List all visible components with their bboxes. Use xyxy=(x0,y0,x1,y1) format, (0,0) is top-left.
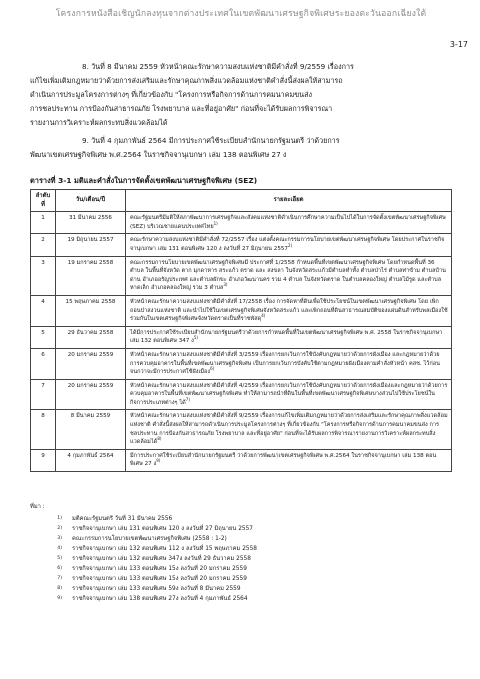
note-item xyxy=(30,564,450,574)
note-number: 6) xyxy=(57,566,62,571)
note-number: 5) xyxy=(57,556,62,561)
note-item xyxy=(30,594,450,604)
row-date xyxy=(56,256,126,295)
row-date-text: 8 มีนาคม 2559 xyxy=(70,413,111,420)
row-detail xyxy=(126,326,452,348)
row-date-text: 4 กุมภาพันธ์ 2564 xyxy=(67,452,114,459)
row-detail xyxy=(126,410,452,449)
table-row xyxy=(31,256,452,295)
running-header: โครงการหนังสือเชิญนักลงทุนจากต่างประเทศในเขตพัฒนาเศรษฐกิจพิเศษระยองตะวันออกเฉียงใต้ xyxy=(55,9,427,19)
footnote-ref: 9) xyxy=(156,458,161,464)
row-detail xyxy=(126,295,452,326)
paragraph-line: ดำเนินการประมูลโครงการต่างๆ ที่เกี่ยวข้องกับ "โครงการหรือกิจการด้านการคมนาคมขนส่ง xyxy=(30,90,312,99)
row-detail-text: คณะรัฐมนตรีมีมติให้สภาพัฒนาการเศรษฐกิจและสังคมแห่งชาติดำเนินการศึกษาความเป็นไปได้ในการจัดตั้งเขตพัฒนาเศรษฐกิจพิเศษ (SEZ) บริเวณชายแดนประเทศไทย xyxy=(130,215,446,230)
row-date-text: 19 มกราคม 2558 xyxy=(67,259,114,266)
table-row xyxy=(31,212,452,234)
paragraph-line: 9. วันที่ 4 กุมภาพันธ์ 2564 มีการประกาศใช้ระเบียบสำนักนายกรัฐมนตรี ว่าด้วยการ xyxy=(82,136,340,145)
note-item xyxy=(30,574,450,584)
table-row xyxy=(31,326,452,348)
row-detail xyxy=(126,234,452,256)
row-detail-text: คณะรักษาความสงบแห่งชาติมีคำสั่งที่ 72/2557 เรื่อง แต่งตั้งคณะกรรมการนโยบายเขตพัฒนาเศรษฐกิจพิเศษ โดยประกาศในราชกิจจานุเบกษา เล่ม 131 ตอนพิเศษ 120 ง ลงวันที่ 27 มิถุนายน 2557 xyxy=(130,237,445,252)
note-text: คณะกรรมการนโยบายเขตพัฒนาเศรษฐกิจพิเศษ (2558 : 1-2) xyxy=(72,536,227,542)
note-text: ราชกิจจานุเบกษา เล่ม 133 ตอนพิเศษ 59ง ลงวันที่ 8 มีนาคม 2559 xyxy=(72,586,241,592)
row-detail-text: มีการประกาศใช้ระเบียบสำนักนายกรัฐมนตรี ว่าด้วยการพัฒนาเขตเศรษฐกิจพิเศษ พ.ศ.2564 ในราชกิจจานุเบกษา เล่ม 138 ตอนพิเศษ 27 ง xyxy=(130,452,437,468)
row-date xyxy=(56,295,126,326)
header-date: วัน/เดือน/ปี xyxy=(56,190,126,212)
footnote-ref: 5) xyxy=(193,335,198,341)
row-date xyxy=(56,326,126,348)
footnote-ref: 8) xyxy=(157,436,162,442)
row-date-text: 31 มีนาคม 2556 xyxy=(69,215,112,222)
row-date-text: 15 พฤษภาคม 2558 xyxy=(65,298,116,305)
row-detail-text: คณะกรรมการนโยบายเขตพัฒนาเศรษฐกิจพิเศษมี ประกาศที่ 1/2558 กำหนดพื้นที่เขตพัฒนาเศรษฐกิจพิเศษ โดยกำหนดพื้นที่ 36 ตำบล ในพื้นที่จังหวัด ตาก มุกดาหาร สระแก้ว ตราด และ สงขลา ในจังหวัดสระแก้วมีตำบลทำทั้ง ตำบลป่าไร่ ตำบลท่าข้าม ตำบลบ้านด่าน อำเภออรัญประเทศ และตำบลผักขะ อำเภอวัฒนานคร รวม 4 ตำบล ในจังหวัดตราด ในตำบลคลองใหญ่ ตำบลไม้รูด และตำบลหาดเล็ก อำเภอคลองใหญ่ รวม 3 ตำบล xyxy=(130,259,446,292)
footnote-ref: 3) xyxy=(223,282,228,288)
row-date-text: 29 ธันวาคม 2558 xyxy=(67,329,114,336)
note-text: ราชกิจจานุเบกษา เล่ม 132 ตอนพิเศษ 112 ง ลงวันที่ 15 พฤษภาคม 2558 xyxy=(72,546,257,552)
table-header-row xyxy=(31,190,452,212)
note-number: 2) xyxy=(57,526,62,531)
paragraph-line: การชลประทาน การป้องกันสาธารณภัย โรงพยาบาล และที่อยู่อาศัย" ก่อนที่จะได้รับผลการพิจารณา xyxy=(30,104,333,113)
row-no-text: 5 xyxy=(41,329,45,336)
note-item xyxy=(30,524,450,534)
note-item xyxy=(30,554,450,564)
row-no-text: 8 xyxy=(41,413,45,420)
row-detail-text: หัวหน้าคณะรักษาความสงบแห่งชาติมีคำสั่งที่ 4/2559 เรื่องการยกเว้นการใช้บังคับกฎหมายว่าด้วยการผังเมืองและกฎหมายว่าด้วยการควบคุมอาคารในพื้นที่เขตพัฒนาเศรษฐกิจพิเศษ ทำให้สามารถนำที่ดินในพื้นที่เขตพัฒนาเศรษฐกิจพิเศษบางส่วนไปใช้ประโยชน์ในกิจการประเภทต่างๆ ได้ xyxy=(130,382,448,406)
paragraph-9 xyxy=(30,134,426,162)
row-date xyxy=(56,410,126,449)
source-notes xyxy=(30,502,450,604)
row-no-text: 2 xyxy=(41,237,45,244)
row-no-text: 1 xyxy=(41,215,45,222)
row-no xyxy=(31,449,56,471)
row-date-text: 19 มิถุนายน 2557 xyxy=(67,237,114,244)
table-row xyxy=(31,295,452,326)
paragraph-line: พัฒนาเขตเศรษฐกิจพิเศษ พ.ศ.2564 ในราชกิจจานุเบกษา เล่ม 138 ตอนพิเศษ 27 ง xyxy=(30,150,287,159)
note-text: ราชกิจจานุเบกษา เล่ม 138 ตอนพิเศษ 27ง ลงวันที่ 4 กุมภาพันธ์ 2564 xyxy=(72,596,248,602)
header-detail: รายละเอียด xyxy=(126,190,452,212)
row-no xyxy=(31,410,56,449)
row-detail xyxy=(126,212,452,234)
row-no xyxy=(31,379,56,410)
table-row xyxy=(31,379,452,410)
row-detail-text: หัวหน้าคณะรักษาความสงบแห่งชาติมีคำสั่งที่ 9/2559 เรื่องการแก้ไขเพิ่มเติมกฎหมายว่าด้วยการส่งเสริมและรักษาคุณภาพสิ่งแวดล้อมแห่งชาติ คำสั่งนี้ส่งผลให้สามารถดำเนินการประมูลโครงการต่างๆ ที่เกี่ยวข้องกับ "โครงการหรือกิจการด้านการคมนาคมขนส่ง การชลประทาน การป้องกันสาธารณภัย โรงพยาบาล และที่อยู่อาศัย" ก่อนที่จะได้รับผลการพิจารณารายงานการวิเคราะห์ผลกระทบสิ่งแวดล้อมได้ xyxy=(130,413,448,446)
footnote-ref: 7) xyxy=(185,397,190,403)
note-number: 3) xyxy=(57,536,62,541)
row-no xyxy=(31,212,56,234)
note-number: 9) xyxy=(57,596,62,601)
row-no xyxy=(31,326,56,348)
table-row xyxy=(31,410,452,449)
note-text: ราชกิจจานุเบกษา เล่ม 131 ตอนพิเศษ 120 ง ลงวันที่ 27 มิถุนายน 2557 xyxy=(72,526,253,532)
row-date xyxy=(56,212,126,234)
note-number: 1) xyxy=(57,516,62,521)
row-date-text: 20 มกราคม 2559 xyxy=(67,351,114,358)
table-caption: ตารางที่ 3-1 มติและคำสั่งในการจัดตั้งเขตพัฒนาเศรษฐกิจพิเศษ (SEZ) xyxy=(30,176,258,185)
note-text: มติคณะรัฐมนตรี วันที่ 31 มีนาคม 2556 xyxy=(72,516,173,522)
footnote-ref: 4) xyxy=(261,313,266,319)
paragraph-line: แก้ไขเพิ่มเติมกฎหมายว่าด้วยการส่งเสริมและรักษาคุณภาพสิ่งแวดล้อมแห่งชาติคำสั่งนี้ส่งผลให้สามารถ xyxy=(30,76,343,85)
row-detail-text: หัวหน้าคณะรักษาความสงบแห่งชาติมีคำสั่งที่ 17/2558 เรื่อง การจัดหาที่ดินเพื่อใช้ประโยชน์ในเขตพัฒนาเศรษฐกิจพิเศษ โดย เพิกถอนป่าสงวนแห่งชาติ และนำไปใช้ในเขตเศรษฐกิจพิเศษจังหวัดสระแก้ว และเพิกถอนที่ดินสาธารณสมบัติของแผ่นดินสำหรับพลเมืองใช้ร่วมกันในเขตเศรษฐกิจพิเศษจังหวัดตราดเป็นที่ราชพัสดุ xyxy=(130,298,448,323)
note-text: ราชกิจจานุเบกษา เล่ม 132 ตอนพิเศษ 347ง ลงวันที่ 29 ธันวาคม 2558 xyxy=(72,556,251,562)
row-no-text: 6 xyxy=(41,351,45,358)
page-number: 3-17 xyxy=(449,40,468,49)
note-text: ราชกิจจานุเบกษา เล่ม 133 ตอนพิเศษ 15ง ลงวันที่ 20 มกราคม 2559 xyxy=(72,576,247,582)
row-date xyxy=(56,234,126,256)
note-number: 8) xyxy=(57,586,62,591)
table-row xyxy=(31,449,452,471)
row-detail xyxy=(126,348,452,379)
paragraph-line: รายงานการวิเคราะห์ผลกระทบสิ่งแวดล้อมได้ xyxy=(30,118,168,127)
paragraph-8 xyxy=(30,60,426,130)
row-no-text: 4 xyxy=(41,298,45,305)
note-number: 4) xyxy=(57,546,62,551)
row-detail-text: ได้มีการประกาศใช้ระเบียบสำนักนายกรัฐมนตรีว่าด้วยการกำหนดพื้นที่ในเขตพัฒนาเศรษฐกิจพิเศษ พ.ศ. 2558 ในราชกิจจานุเบกษาเล่ม 132 ตอนพิเศษ 347 ง xyxy=(130,329,443,345)
row-no xyxy=(31,295,56,326)
row-date xyxy=(56,449,126,471)
row-no-text: 9 xyxy=(41,452,45,459)
row-detail-text: หัวหน้าคณะรักษาความสงบแห่งชาติมีคำสั่งที่ 3/2559 เรื่องการยกเว้นการใช้บังคับกฎหมายว่าด้วยการผังเมือง และกฎหมายว่าด้วยการควบคุมอาคารในพื้นที่เขตพัฒนาเศรษฐกิจพิเศษ เป็นการยกเว้นการบังคับใช้ตามกฎหมายผังเมืองตามคำสั่งหัวหน้า คสช. ไว้ก่อนจนกว่าจะมีการประกาศใช้ผังเมือง xyxy=(130,351,441,376)
header-no: ลำดับที่ xyxy=(31,190,56,212)
table-row xyxy=(31,348,452,379)
row-detail xyxy=(126,449,452,471)
note-item xyxy=(30,514,450,524)
footnote-ref: 1) xyxy=(213,220,218,226)
sez-table xyxy=(30,189,452,472)
row-detail xyxy=(126,256,452,295)
row-no xyxy=(31,256,56,295)
row-date-text: 20 มกราคม 2559 xyxy=(67,382,114,389)
note-item xyxy=(30,534,450,544)
row-no xyxy=(31,234,56,256)
row-date xyxy=(56,348,126,379)
footnote-ref: 2) xyxy=(288,243,293,249)
note-item xyxy=(30,584,450,594)
paragraph-line: 8. วันที่ 8 มีนาคม 2559 หัวหน้าคณะรักษาความสงบแห่งชาติมีคำสั่งที่ 9/2559 เรื่องการ xyxy=(82,62,354,71)
row-no-text: 3 xyxy=(41,259,45,266)
note-number: 7) xyxy=(57,576,62,581)
note-item xyxy=(30,544,450,554)
note-text: ราชกิจจานุเบกษา เล่ม 133 ตอนพิเศษ 15ง ลงวันที่ 20 มกราคม 2559 xyxy=(72,566,247,572)
row-no-text: 7 xyxy=(41,382,45,389)
row-date xyxy=(56,379,126,410)
row-detail xyxy=(126,379,452,410)
table-row xyxy=(31,234,452,256)
notes-label: ที่มา : xyxy=(30,504,45,510)
row-no xyxy=(31,348,56,379)
footnote-ref: 6) xyxy=(210,366,215,372)
